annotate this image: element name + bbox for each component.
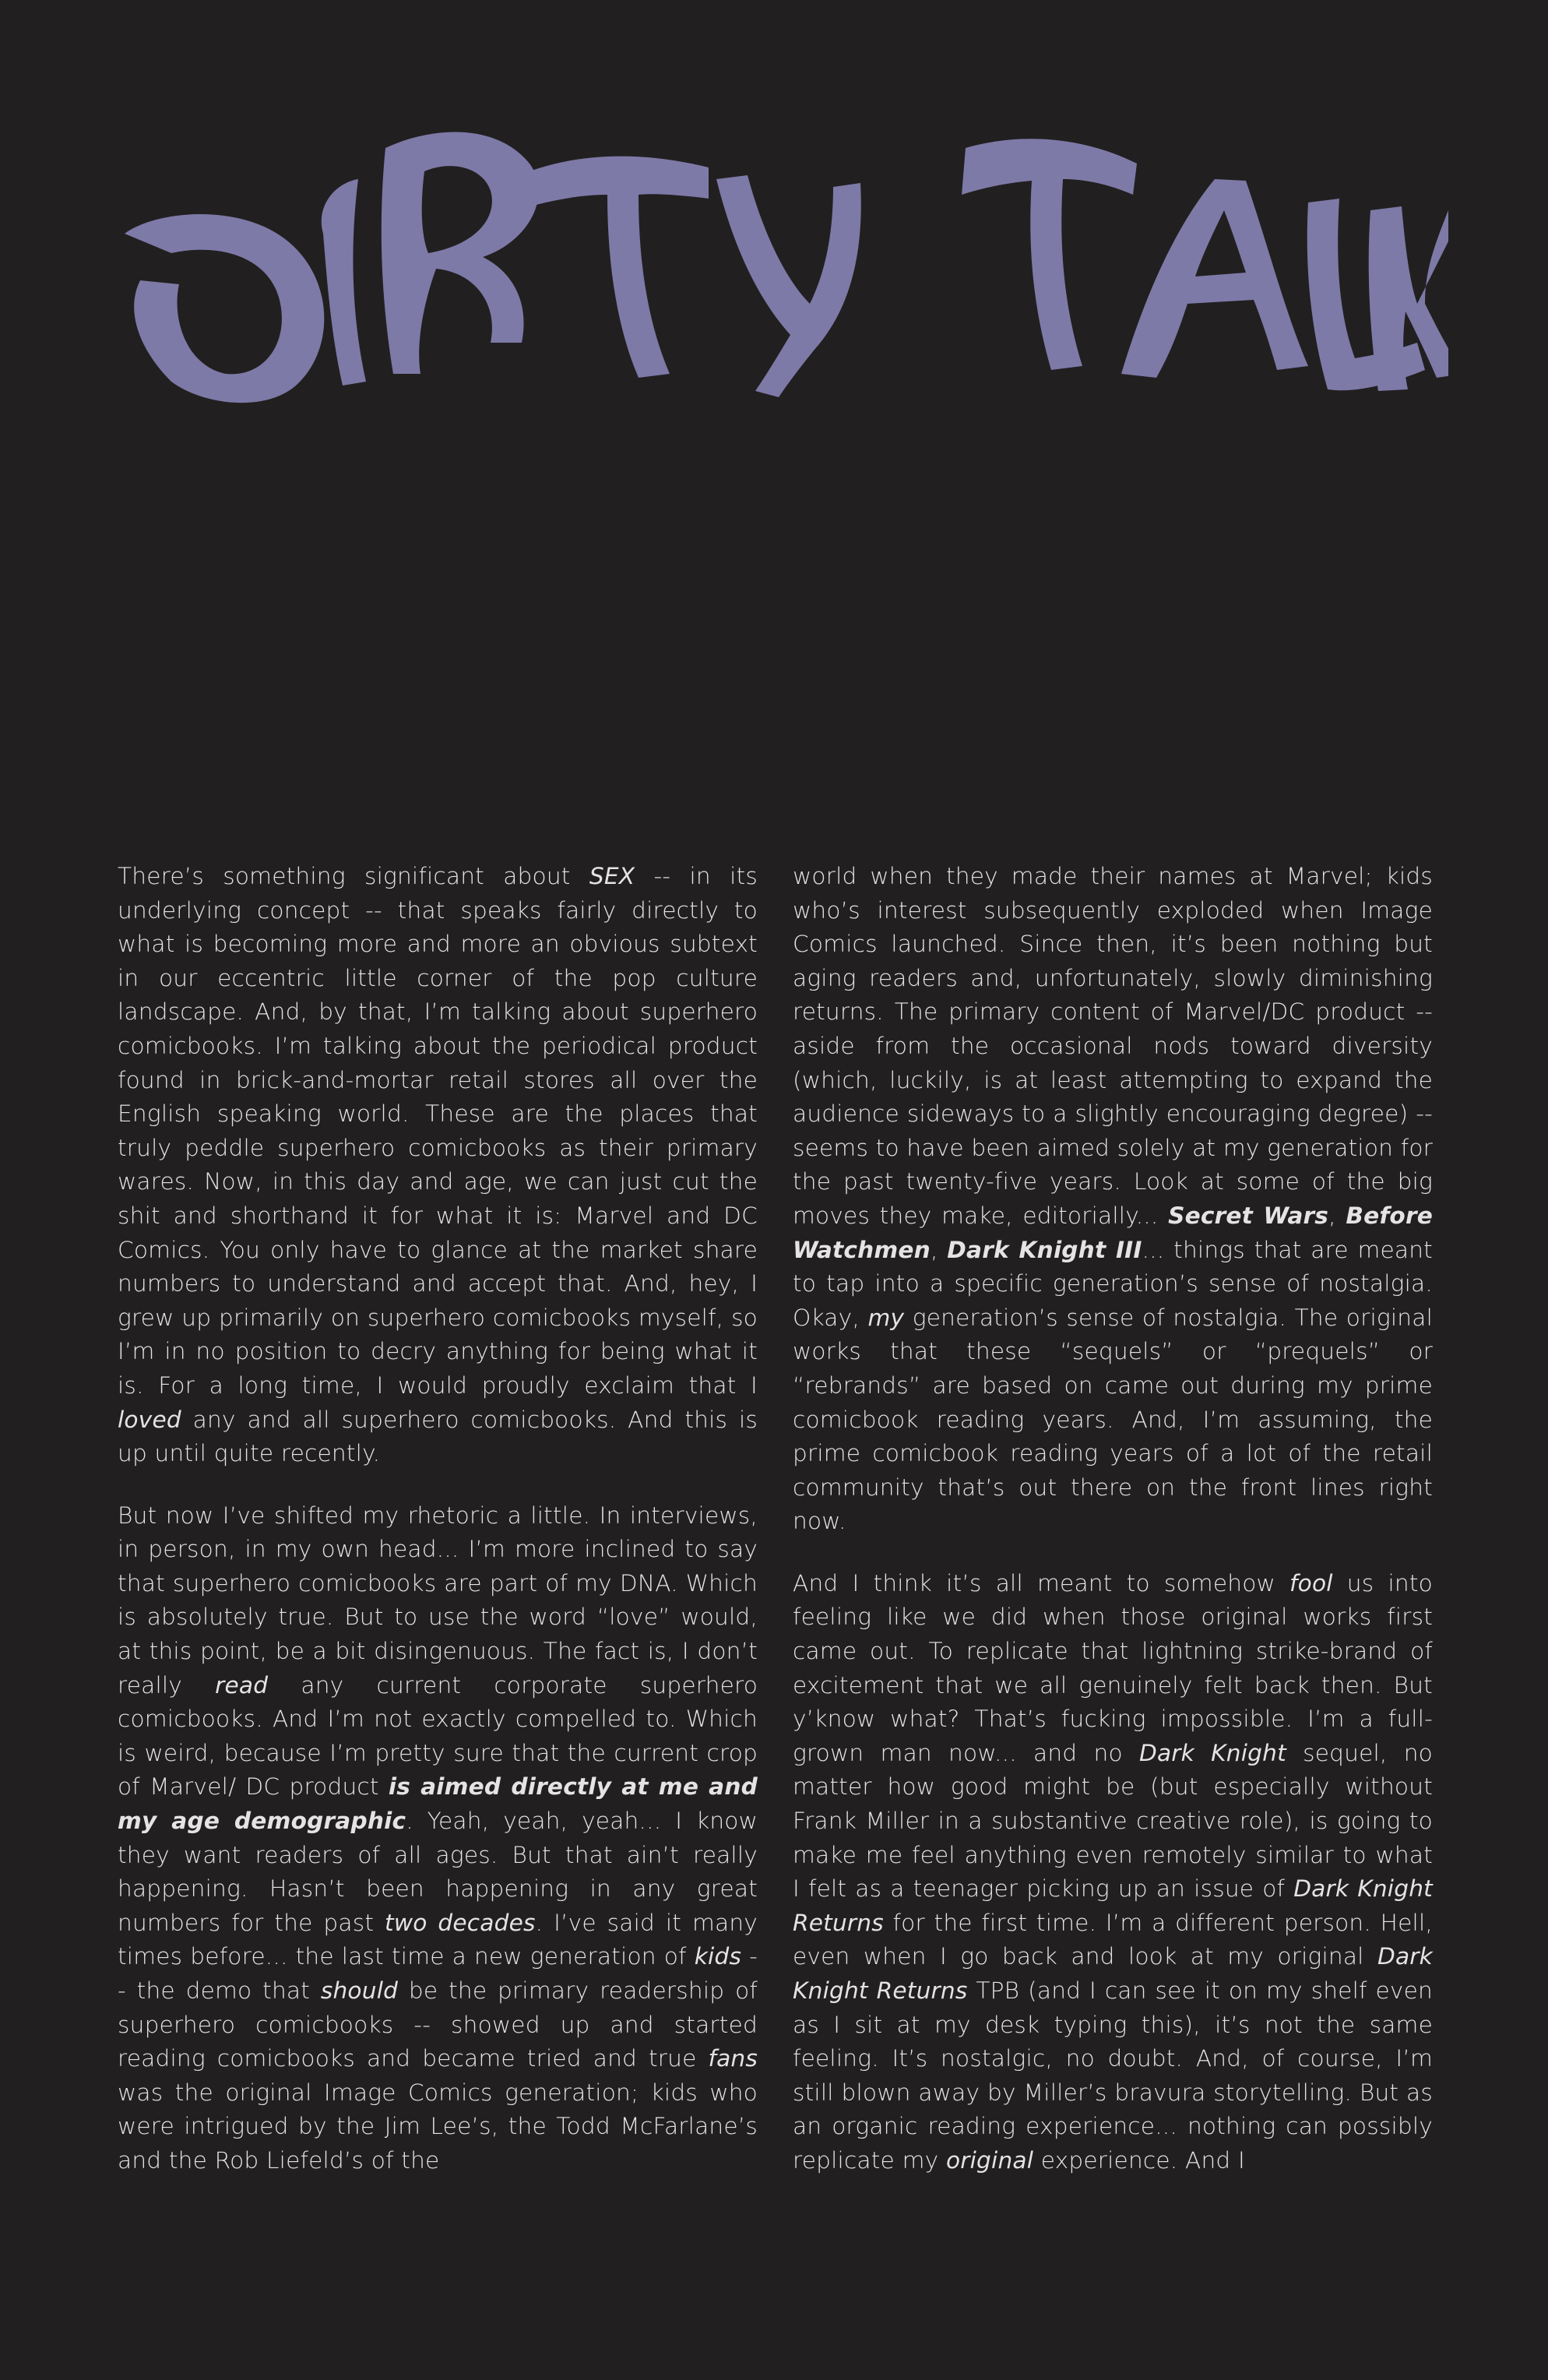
paragraph-text: -- the demo that [118,1943,758,2004]
paragraph-text: experience. And I [1033,2146,1245,2174]
emphasis-text: fans [708,2045,758,2072]
title-letter-t [529,157,709,378]
article-paragraph [793,1567,1433,2178]
emphasis-text: is aimed directly at me and my age demographic [118,1773,758,1835]
emphasis-text: my [867,1304,905,1331]
emphasis-text: Dark Knight Returns [793,1875,1433,1936]
article-column-left [118,860,758,2206]
article-column-right [793,860,1433,2206]
title-letter-a [1121,179,1308,378]
emphasis-text: Dark Knight [1138,1739,1286,1766]
paragraph-text: TPB (and I can see it on my shelf even as I sit at my desk typing this), it’s not the same feeling. It’s nostalgic, no doubt. And, of course, I’m still blown away by Miller’s bravura storytelling. But as an organic reading experience... nothing can possibly replicate my [793,1977,1433,2174]
emphasis-text: kids [694,1943,742,1970]
paragraph-text: world when they made their names at Marvel; kids who’s interest subsequently exploded when Image Comics launched. Since then, it’s been nothing but aging readers and, unfortunately, slowly diminishing returns. The primary content of Marvel/DC product -- aside from the occasional nods toward diversity (which, luckily, is at least attempting to expand the audience sideways to a slightly encouraging degree) -- seems to have been aimed solely at my generation for the past twenty-five years. Look at some of the big moves they make, editorially... [793,863,1433,1229]
article-paragraph [793,860,1433,1539]
paragraph-text: any and all superhero comicbooks. And this is up until quite recently. [118,1406,758,1467]
emphasis-text: original [945,2146,1034,2174]
paragraph-text: any current corporate superhero comicbooks. And I’m not exactly compelled to. Which is weird, because I’m pretty sure that the current crop of Marvel/ DC product [118,1671,758,1801]
emphasis-text: two decades [385,1909,536,1936]
title-letter-y [716,175,861,397]
emphasis-text: fool [1289,1569,1333,1597]
paragraph-text: . Yeah, yeah, yeah... I know they want readers of all ages. But that ain’t really happening. Hasn’t been happening in any great numbers for the past [118,1808,758,1936]
emphasis-text: should [320,1977,399,2004]
emphasis-text: read [215,1671,269,1699]
paragraph-text: , [1328,1202,1346,1229]
paragraph-text: There’s something significant about [118,863,589,889]
emphasis-text: loved [118,1406,181,1433]
title-logo [109,117,1448,413]
emphasis-text: Secret Wars [1168,1202,1329,1229]
paragraph-text: But now I’ve shifted my rhetoric a little. In interviews, in person, in my own head... I’m more inclined to say that superhero comicbooks are part of my DNA. Which is absolutely true. But to use the word “love” would, at this point, be a bit disingenuous. The fact is, I don’t really [118,1502,758,1699]
emphasis-text: Dark Knight III [947,1236,1142,1263]
emphasis-text: Before Watchmen [793,1202,1434,1263]
title-letter-d [125,214,324,403]
emphasis-text: SEX [589,863,635,889]
paragraph-text: be the primary readership of superhero comicbooks -- showed up and started reading comicbooks and became tried and true [118,1977,758,2072]
title-letter-i [322,179,366,386]
title-letter-t2 [962,139,1137,370]
article-paragraph [118,860,758,1471]
paragraph-text: was the original Image Comics generation; kids who were intrigued by the Jim Lee’s, the Todd McFarlane’s and the Rob Liefeld’s of the [118,2079,758,2174]
paragraph-text: ... things that are meant to tap into a specific generation’s sense of nostalgia. Okay, [793,1236,1433,1331]
paragraph-text: sequel, no matter how good might be (but especially without Frank Miller in a substantive creative role), is going to make me feel anything even remotely similar to what I felt as a teenager picking up an issue of [793,1739,1433,1903]
paragraph-text: -- in its underlying concept -- that speaks fairly directly to what is becoming more and more an obvious subtext in our eccentric little corner of the pop culture landscape. And, by that, I’m talking about superhero comicbooks. I’m talking about the periodical product found in brick-and-mortar retail stores all over the English speaking world. These are the places that truly peddle superhero comicbooks as their primary wares. Now, in this day and age, we can just cut the shit and shorthand it for what it is: Marvel and DC Comics. You only have to glance at the market share numbers to understand and accept that. And, hey, I grew up primarily on superhero comicbooks myself, so I’m in no position to decry anything for being what it is. For a long time, I would proudly exclaim that I [118,863,758,1399]
article-paragraph [118,1499,758,2178]
emphasis-text: Dark Knight Returns [793,1943,1433,2004]
paragraph-text: us into feeling like we did when those original works first came out. To replicate that lightning strike-brand of excitement that we all genuinely felt back then. But y’know what? That’s fucking impossible. I’m a full-grown man now... and no [793,1569,1433,1766]
paragraph-text: . I’ve said it many times before... the last time a new generation of [118,1909,758,1970]
paragraph-text: for the first time. I’m a different person. Hell, even when I go back and look at my original [793,1909,1433,1970]
paragraph-text: , [930,1236,948,1263]
paragraph-text: generation’s sense of nostalgia. The original works that these “sequels” or “prequels” or “rebrands” are based on came out during my prime comicbook reading years. And, I’m assuming, the prime comicbook reading years of a lot of the retail community that’s out there on the front lines right now. [793,1304,1433,1535]
paragraph-text: And I think it’s all meant to somehow [793,1569,1290,1597]
title-letter-r [382,132,539,374]
